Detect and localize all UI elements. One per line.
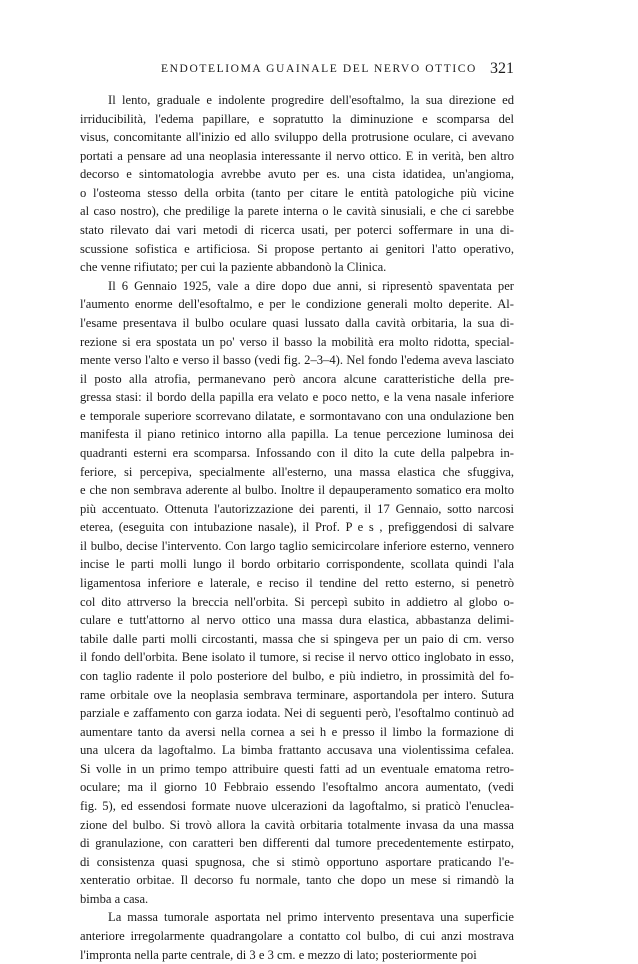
text-line: eterea, (eseguita con intubazione nasale), il Prof. P e s , prefiggendosi di salvare bbox=[80, 520, 514, 535]
text-line: irriducibilità, l'edema papillare, e sopratutto la diminuzione e scomparsa del bbox=[80, 111, 514, 126]
text-line: culare e tutt'attorno al nervo ottico una massa dura elastica, abbastanza delimi- bbox=[80, 613, 514, 628]
text-line: scussione sofistica e artificiosa. Si propose pertanto ai genitori l'atto operativo, bbox=[80, 241, 514, 256]
text-line: rame orbitale ove la neoplasia sembrava terminare, asportandola per intero. Sutura bbox=[80, 687, 514, 702]
paragraph bbox=[80, 908, 514, 964]
text-line: feriore, si percepiva, specialmente all'esterno, una massa elastica che sfuggiva, bbox=[80, 464, 514, 479]
text-line: fig. 5), ed essendosi formate nuove ulcerazioni da lagoftalmo, si praticò l'enuclea- bbox=[80, 798, 514, 813]
text-line: tabile dalle parti molli circostanti, massa che si spingeva per un paio di cm. verso bbox=[80, 631, 514, 646]
text-line: l'esame presentava il bulbo oculare quasi lussato dalla cavità orbitaria, la sua di- bbox=[80, 315, 514, 330]
text-line: bimba a casa. bbox=[80, 891, 149, 906]
text-line: La massa tumorale asportata nel primo intervento presentava una superficie bbox=[108, 910, 514, 925]
text-line: aumentare tanto da aversi nella cornea a sei h e presso il limbo la formazione di bbox=[80, 724, 514, 739]
text-line: xenteratio orbitae. Il decorso fu normale, tanto che dopo un mese si rimandò la bbox=[80, 873, 514, 888]
text-line: zione del bulbo. Si trovò allora la cavità orbitaria totalmente invasa da una massa bbox=[80, 817, 514, 832]
text-line: che venne rifiutato; per cui la paziente abbandonò la Clinica. bbox=[80, 260, 387, 275]
text-line: con taglio radente il polo posteriore del bulbo, e più indietro, in prossimità del fo- bbox=[80, 668, 514, 683]
text-line: e temporale superiore scorrevano dilatate, e sormontavano con una ondulazione ben bbox=[80, 408, 514, 423]
running-head-title: ENDOTELIOMA GUAINALE DEL NERVO OTTICO bbox=[161, 63, 477, 75]
text-line: quadranti esterni era scomparsa. Infossando con il dito la cute della palpebra in- bbox=[80, 445, 514, 460]
body-text bbox=[80, 91, 514, 964]
text-line: di granulazione, con caratteri ben differenti dal tumore precedentemente estirpato, bbox=[80, 836, 514, 851]
text-line: manifesta il piano retinico intorno alla papilla. La tenue percezione luminosa dei bbox=[80, 427, 514, 442]
text-line: ligamentosa inferiore e laterale, e reciso il tendine del retto esterno, si penetrò bbox=[80, 576, 514, 591]
text-line: portati a pensare ad una neoplasia interessante il nervo ottico. E in verità, ben altro bbox=[80, 148, 514, 163]
text-line: più accentuato. Ottenuta l'autorizzazione dei parenti, il 17 Gennaio, sotto narcosi bbox=[80, 501, 514, 516]
text-line: il bulbo, decise l'intervento. Con largo taglio semicircolare inferiore esterno, vennero bbox=[80, 538, 514, 553]
paragraph bbox=[80, 277, 514, 909]
text-line: al caso nostro), che predilige la parete interna o le cavità sinusiali, e che ci sarebbe bbox=[80, 204, 514, 219]
text-line: il fondo dell'orbita. Bene isolato il tumore, si recise il nervo ottico inglobato in esso, bbox=[80, 650, 514, 665]
text-line: decorso e sintomatologia avrebbe avuto per es. una cista idatidea, un'angioma, bbox=[80, 167, 514, 182]
text-line: incise le parti molli lungo il bordo orbitario corrispondente, scollata quindi l'ala bbox=[80, 557, 514, 572]
text-line: Il lento, graduale e indolente progredire dell'esoftalmo, la sua direzione ed bbox=[108, 93, 514, 107]
text-line: di consistenza quasi spugnosa, che si stimò opportuno asportare praticando l'e- bbox=[80, 854, 514, 869]
text-line: l'impronta nella parte centrale, di 3 e 3 cm. e mezzo di lato; posteriormente poi bbox=[80, 947, 477, 962]
text-line: Il 6 Gennaio 1925, vale a dire dopo due anni, si ripresentò spaventata per bbox=[108, 278, 514, 293]
text-line: l'aumento enorme dell'esoftalmo, e per le condizione generali molto deperite. Al- bbox=[80, 297, 514, 312]
text-line: e che non sembrava aderente al bulbo. Inoltre il depauperamento somatico era molto bbox=[80, 483, 514, 498]
text-line: rezione si era spostata un po' verso il basso la mobilità era molto ridotta, special- bbox=[80, 334, 514, 349]
text-line: mente verso l'alto e verso il basso (vedi fig. 2–3–4). Nel fondo l'edema aveva lasciato bbox=[80, 353, 514, 368]
text-line: il posto alla atrofia, permanevano però ancora alcune caratteristiche della pre- bbox=[80, 371, 514, 386]
text-line: oculare; ma il giorno 10 Febbraio essendo l'esoftalmo ancora aumentato, (vedi bbox=[80, 780, 514, 795]
text-line: una ulcera da lagoftalmo. La bimba frattanto accusava una violentissima cefalea. bbox=[80, 743, 514, 758]
text-line: anteriore irregolarmente quadrangolare a contatto col bulbo, di cui anzi mostrava bbox=[80, 929, 514, 944]
text-line: col dito attrverso la breccia nell'orbita. Si percepì subito in addietro al globo o- bbox=[80, 594, 514, 609]
text-line: parziale e zaffamento con garza iodata. Nei di seguenti però, l'esoftalmo continuò ad bbox=[80, 706, 514, 721]
paragraph bbox=[80, 91, 514, 277]
text-line: gressa stasi: il bordo della papilla era velato e poco netto, e la vena nasale inferiore bbox=[80, 390, 514, 405]
running-head bbox=[0, 60, 638, 82]
text-line: Si volle in un primo tempo attribuire questi fatti ad un eventuale ematoma retro- bbox=[80, 761, 514, 776]
page-number: 321 bbox=[490, 60, 514, 77]
text-line: o l'osteoma stesso della orbita (tanto per citare le entità patologiche più vicine bbox=[80, 185, 514, 200]
text-line: stato rilevato dai vari metodi di ricerca usati, per poterci soffermare in una di- bbox=[80, 223, 514, 238]
text-line: visus, concomitante all'inizio ed allo sviluppo della protrusione oculare, ci avevano bbox=[80, 130, 514, 145]
